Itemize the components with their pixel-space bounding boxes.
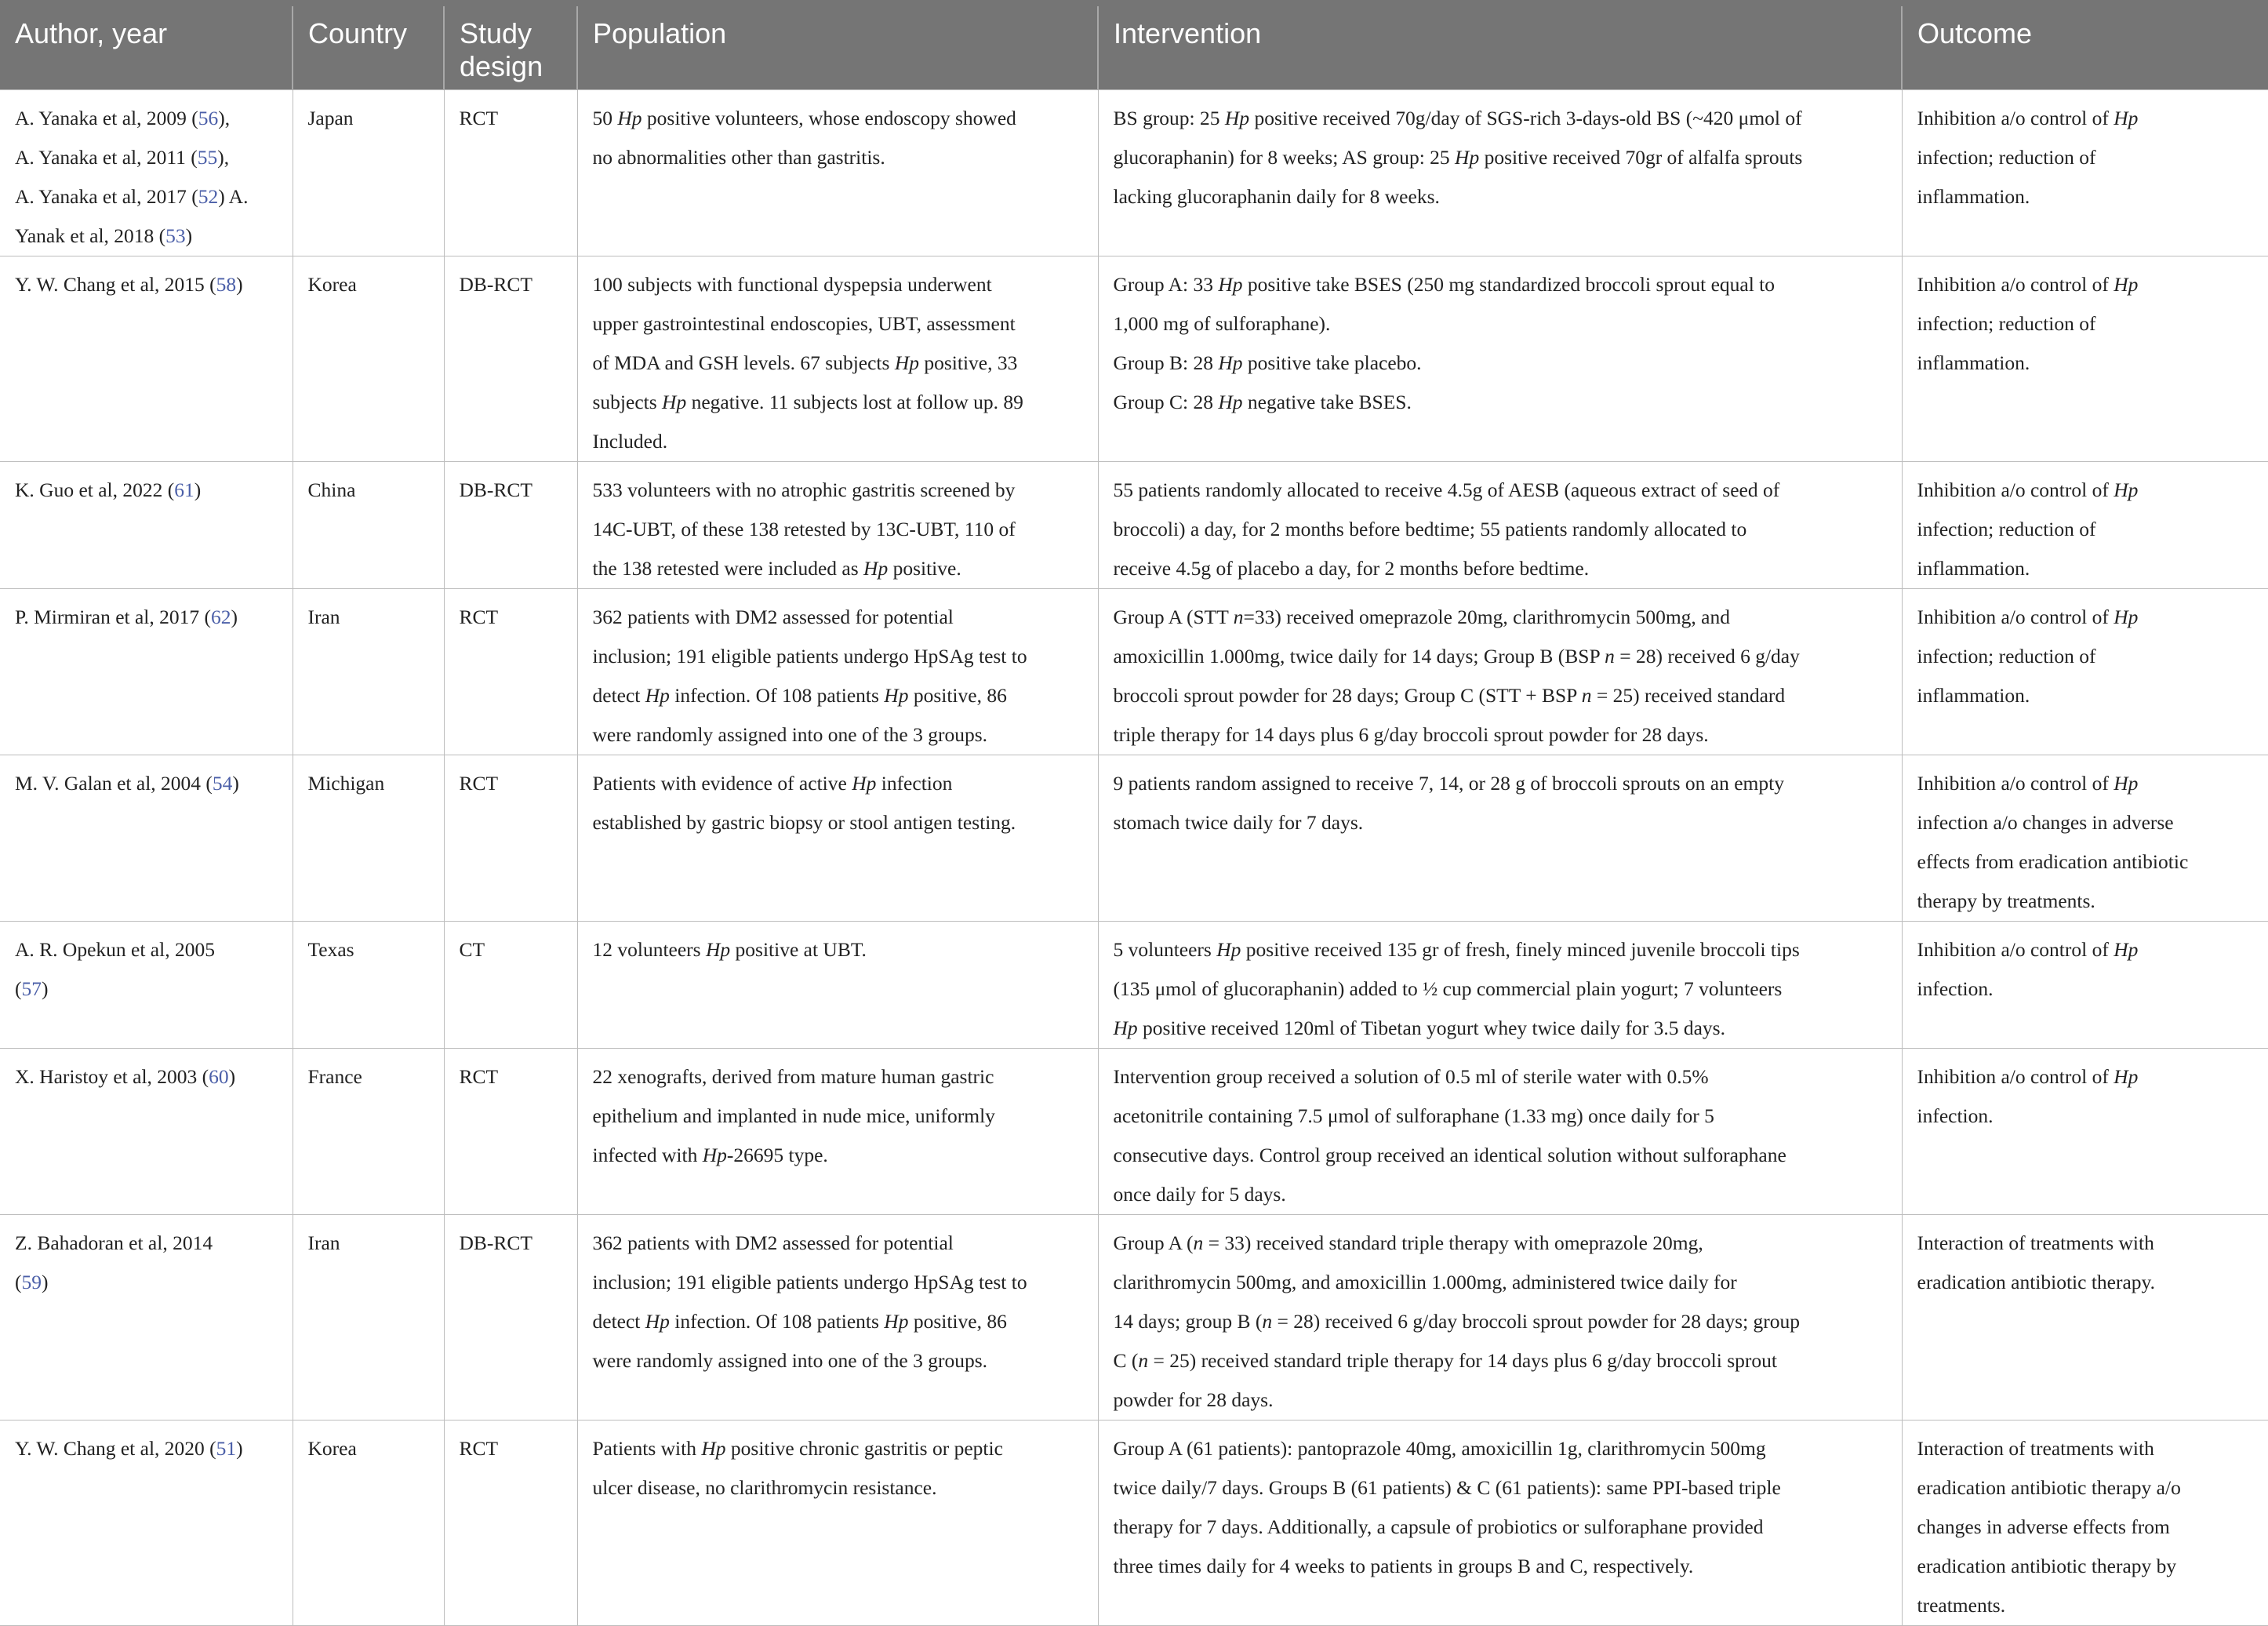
header-population: Population — [577, 3, 1098, 90]
intervention-cell: Group A (STT n=33) received omeprazole 20mg, clarithromycin 500mg, and amoxicillin 1.000mg, twice daily for 14 days; Group B (BSP n = 28) received 6 g/day broccoli sprout powder for 28 days; Group C (STT + BSP n = 25) received standard triple therapy for 14 days plus 6 g/day broccoli sprout powder for 28 days. — [1098, 589, 1902, 755]
author-cell: X. Haristoy et al, 2003 (60) — [0, 1049, 293, 1215]
country-cell: Korea — [293, 1420, 444, 1626]
author-cell: Y. W. Chang et al, 2015 (58) — [0, 256, 293, 462]
outcome-cell: Inhibition a/o control of Hp infection. — [1902, 1049, 2268, 1215]
outcome-cell: Inhibition a/o control of Hp infection; reduction of inflammation. — [1902, 256, 2268, 462]
design-cell: RCT — [444, 1420, 577, 1626]
population-cell: 12 volunteers Hp positive at UBT. — [577, 922, 1098, 1049]
author-cell: A. R. Opekun et al, 2005 (57) — [0, 922, 293, 1049]
citation-link[interactable]: 58 — [216, 273, 237, 296]
citation-link[interactable]: 57 — [21, 977, 42, 1000]
citation-link[interactable]: 52 — [198, 185, 219, 208]
population-cell: 362 patients with DM2 assessed for potential inclusion; 191 eligible patients undergo HpSAg test to detect Hp infection. Of 108 patients Hp positive, 86 were randomly assigned into one of the 3 groups. — [577, 1215, 1098, 1420]
outcome-cell: Interaction of treatments with eradication antibiotic therapy. — [1902, 1215, 2268, 1420]
population-cell: 533 volunteers with no atrophic gastritis screened by 14C-UBT, of these 138 retested by 13C-UBT, 110 of the 138 retested were included as Hp positive. — [577, 462, 1098, 589]
table-row — [0, 589, 2268, 755]
intervention-cell: 5 volunteers Hp positive received 135 gr of fresh, finely minced juvenile broccoli tips (135 μmol of glucoraphanin) added to ½ cup commercial plain yogurt; 7 volunteers Hp positive received 120ml of Tibetan yogurt whey twice daily for 3.5 days. — [1098, 922, 1902, 1049]
citation-link[interactable]: 54 — [212, 772, 233, 795]
citation-link[interactable]: 59 — [21, 1271, 42, 1293]
header-outcome: Outcome — [1902, 3, 2268, 90]
author-cell: P. Mirmiran et al, 2017 (62) — [0, 589, 293, 755]
outcome-cell: Inhibition a/o control of Hp infection; reduction of inflammation. — [1902, 462, 2268, 589]
intervention-cell: Group A (61 patients): pantoprazole 40mg, amoxicillin 1g, clarithromycin 500mg twice daily/7 days. Groups B (61 patients) & C (61 patients): same PPI-based triple therapy for 7 days. Additionally, a capsule of probiotics or sulforaphane provided three times daily for 4 weeks to patients in groups B and C, respectively. — [1098, 1420, 1902, 1626]
intervention-cell: Intervention group received a solution of 0.5 ml of sterile water with 0.5% acetonitrile containing 7.5 μmol of sulforaphane (1.33 mg) once daily for 5 consecutive days. Control group received an identical solution without sulforaphane once daily for 5 days. — [1098, 1049, 1902, 1215]
country-cell: Japan — [293, 90, 444, 256]
outcome-cell: Inhibition a/o control of Hp infection a/o changes in adverse effects from eradication antibiotic therapy by treatments. — [1902, 755, 2268, 922]
header-study-design: Study design — [444, 3, 577, 90]
author-cell: K. Guo et al, 2022 (61) — [0, 462, 293, 589]
header-intervention: Intervention — [1098, 3, 1902, 90]
citation-link[interactable]: 51 — [216, 1437, 237, 1460]
author-cell: M. V. Galan et al, 2004 (54) — [0, 755, 293, 922]
table-body — [0, 90, 2268, 1626]
population-cell: Patients with Hp positive chronic gastritis or peptic ulcer disease, no clarithromycin resistance. — [577, 1420, 1098, 1626]
design-cell: CT — [444, 922, 577, 1049]
header-country: Country — [293, 3, 444, 90]
table-row — [0, 1049, 2268, 1215]
outcome-cell: Inhibition a/o control of Hp infection; reduction of inflammation. — [1902, 589, 2268, 755]
intervention-cell: 9 patients random assigned to receive 7, 14, or 28 g of broccoli sprouts on an empty stomach twice daily for 7 days. — [1098, 755, 1902, 922]
population-cell: Patients with evidence of active Hp infection established by gastric biopsy or stool antigen testing. — [577, 755, 1098, 922]
design-cell: RCT — [444, 755, 577, 922]
table-row — [0, 922, 2268, 1049]
design-cell: DB-RCT — [444, 1215, 577, 1420]
table-row — [0, 1215, 2268, 1420]
citation-link[interactable]: 61 — [174, 478, 194, 501]
population-cell: 22 xenografts, derived from mature human gastric epithelium and implanted in nude mice, uniformly infected with Hp-26695 type. — [577, 1049, 1098, 1215]
design-cell: DB-RCT — [444, 256, 577, 462]
country-cell: France — [293, 1049, 444, 1215]
author-cell: Z. Bahadoran et al, 2014 (59) — [0, 1215, 293, 1420]
table-header — [0, 3, 2268, 90]
intervention-cell: Group A (n = 33) received standard triple therapy with omeprazole 20mg, clarithromycin 500mg, and amoxicillin 1.000mg, administered twice daily for 14 days; group B (n = 28) received 6 g/day broccoli sprout powder for 28 days; group C (n = 25) received standard triple therapy for 14 days plus 6 g/day broccoli sprout powder for 28 days. — [1098, 1215, 1902, 1420]
author-cell: A. Yanaka et al, 2009 (56), A. Yanaka et al, 2011 (55), A. Yanaka et al, 2017 (52) A. Yanak et al, 2018 (53) — [0, 90, 293, 256]
outcome-cell: Interaction of treatments with eradication antibiotic therapy a/o changes in adverse effects from eradication antibiotic therapy by treatments. — [1902, 1420, 2268, 1626]
design-cell: RCT — [444, 90, 577, 256]
author-cell: Y. W. Chang et al, 2020 (51) — [0, 1420, 293, 1626]
country-cell: Iran — [293, 589, 444, 755]
citation-link[interactable]: 53 — [165, 224, 186, 247]
intervention-cell: 55 patients randomly allocated to receive 4.5g of AESB (aqueous extract of seed of broccoli) a day, for 2 months before bedtime; 55 patients randomly allocated to receive 4.5g of placebo a day, for 2 months before bedtime. — [1098, 462, 1902, 589]
design-cell: RCT — [444, 589, 577, 755]
country-cell: Korea — [293, 256, 444, 462]
table-row — [0, 755, 2268, 922]
table-row — [0, 90, 2268, 256]
citation-link[interactable]: 56 — [198, 107, 219, 129]
population-cell: 362 patients with DM2 assessed for potential inclusion; 191 eligible patients undergo HpSAg test to detect Hp infection. Of 108 patients Hp positive, 86 were randomly assigned into one of the 3 groups. — [577, 589, 1098, 755]
table-row — [0, 462, 2268, 589]
population-cell: 50 Hp positive volunteers, whose endoscopy showed no abnormalities other than gastritis. — [577, 90, 1098, 256]
header-author-year: Author, year — [0, 3, 293, 90]
intervention-cell: BS group: 25 Hp positive received 70g/day of SGS-rich 3-days-old BS (~420 μmol of glucoraphanin) for 8 weeks; AS group: 25 Hp positive received 70gr of alfalfa sprouts lacking glucoraphanin daily for 8 weeks. — [1098, 90, 1902, 256]
country-cell: China — [293, 462, 444, 589]
design-cell: RCT — [444, 1049, 577, 1215]
country-cell: Michigan — [293, 755, 444, 922]
table-row — [0, 256, 2268, 462]
country-cell: Texas — [293, 922, 444, 1049]
citation-link[interactable]: 55 — [197, 146, 218, 169]
outcome-cell: Inhibition a/o control of Hp infection; reduction of inflammation. — [1902, 90, 2268, 256]
citation-link[interactable]: 60 — [209, 1065, 229, 1088]
country-cell: Iran — [293, 1215, 444, 1420]
table-row — [0, 1420, 2268, 1626]
citation-link[interactable]: 62 — [211, 606, 231, 628]
outcome-cell: Inhibition a/o control of Hp infection. — [1902, 922, 2268, 1049]
population-cell: 100 subjects with functional dyspepsia underwent upper gastrointestinal endoscopies, UBT, assessment of MDA and GSH levels. 67 subjects Hp positive, 33 subjects Hp negative. 11 subjects lost at follow up. 89 Included. — [577, 256, 1098, 462]
header-row — [0, 3, 2268, 90]
intervention-cell: Group A: 33 Hp positive take BSES (250 mg standardized broccoli sprout equal to 1,000 mg of sulforaphane). Group B: 28 Hp positive take placebo. Group C: 28 Hp negative take BSES. — [1098, 256, 1902, 462]
design-cell: DB-RCT — [444, 462, 577, 589]
